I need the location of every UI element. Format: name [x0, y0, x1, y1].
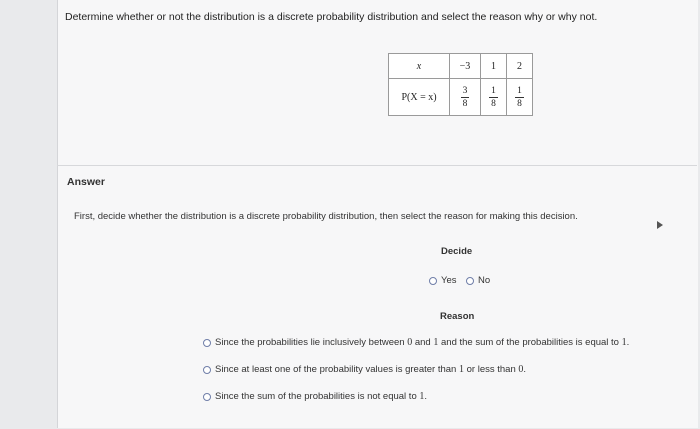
radio-button-icon[interactable] [466, 277, 474, 285]
cursor-marker-icon [657, 221, 663, 229]
radio-button-icon[interactable] [203, 339, 211, 347]
reason-text-part: and [412, 337, 434, 348]
reason-option-text [215, 391, 427, 402]
probability-table [388, 53, 533, 116]
fraction-numerator: 1 [515, 87, 524, 99]
section-divider [57, 165, 697, 166]
reason-number: 0 [407, 337, 413, 348]
reason-option-3[interactable] [203, 391, 427, 402]
decide-option-no[interactable] [466, 275, 490, 286]
radio-button-icon[interactable] [203, 366, 211, 374]
radio-button-icon[interactable] [203, 393, 211, 401]
decide-option-label: Yes [441, 275, 457, 286]
reason-text-part: . [424, 391, 428, 402]
x-value-cell [450, 54, 481, 79]
decide-option-yes[interactable] [429, 275, 457, 286]
x-header-cell [389, 54, 450, 79]
reason-option-2[interactable] [203, 364, 526, 375]
x-value-cell [481, 54, 507, 79]
reason-text-part: or less than [463, 364, 519, 375]
question-text: Determine whether or not the distribution is a discrete probability distribution and select the reason why or why not. [65, 11, 598, 23]
x-value: 2 [517, 60, 522, 72]
answer-heading: Answer [67, 176, 105, 188]
probability-fraction [515, 87, 524, 110]
reason-text-part: . [626, 337, 630, 348]
probability-fraction [461, 87, 470, 110]
reason-option-1[interactable] [203, 337, 629, 348]
p-header-cell [389, 79, 450, 116]
probability-fraction [489, 87, 498, 110]
probability-cell [450, 79, 481, 116]
x-header-label: x [416, 60, 422, 72]
fraction-numerator: 3 [461, 87, 470, 99]
p-header-label: P(X = x) [401, 91, 437, 103]
radio-button-icon[interactable] [429, 277, 437, 285]
reason-heading: Reason [440, 311, 475, 322]
fraction-numerator: 1 [489, 87, 498, 99]
fraction-denominator: 8 [517, 99, 522, 109]
reason-number: 0 [518, 364, 524, 375]
probability-cell [507, 79, 533, 116]
reason-number: 1 [419, 391, 425, 402]
decide-heading: Decide [441, 246, 473, 257]
decide-option-label: No [478, 275, 491, 286]
reason-text-part: Since the sum of the probabilities is not equal to [215, 391, 420, 402]
probability-cell [481, 79, 507, 116]
reason-text-part: and the sum of the probabilities is equal to [438, 337, 622, 348]
reason-number: 1 [621, 337, 627, 348]
answer-instruction: First, decide whether the distribution is a discrete probability distribution, then select the reason for making this decision. [74, 211, 578, 222]
x-value: −3 [459, 60, 471, 72]
fraction-denominator: 8 [462, 99, 468, 109]
fraction-denominator: 8 [491, 99, 496, 109]
reason-option-text [215, 364, 526, 375]
reason-text-part: Since at least one of the probability values is greater than [215, 364, 459, 375]
reason-number: 1 [458, 364, 464, 375]
x-value: 1 [491, 60, 496, 72]
reason-option-text [215, 337, 629, 348]
x-value-cell [507, 54, 533, 79]
reason-text-part: . [523, 364, 527, 375]
reason-number: 1 [433, 337, 439, 348]
reason-text-part: Since the probabilities lie inclusively between [215, 337, 408, 348]
